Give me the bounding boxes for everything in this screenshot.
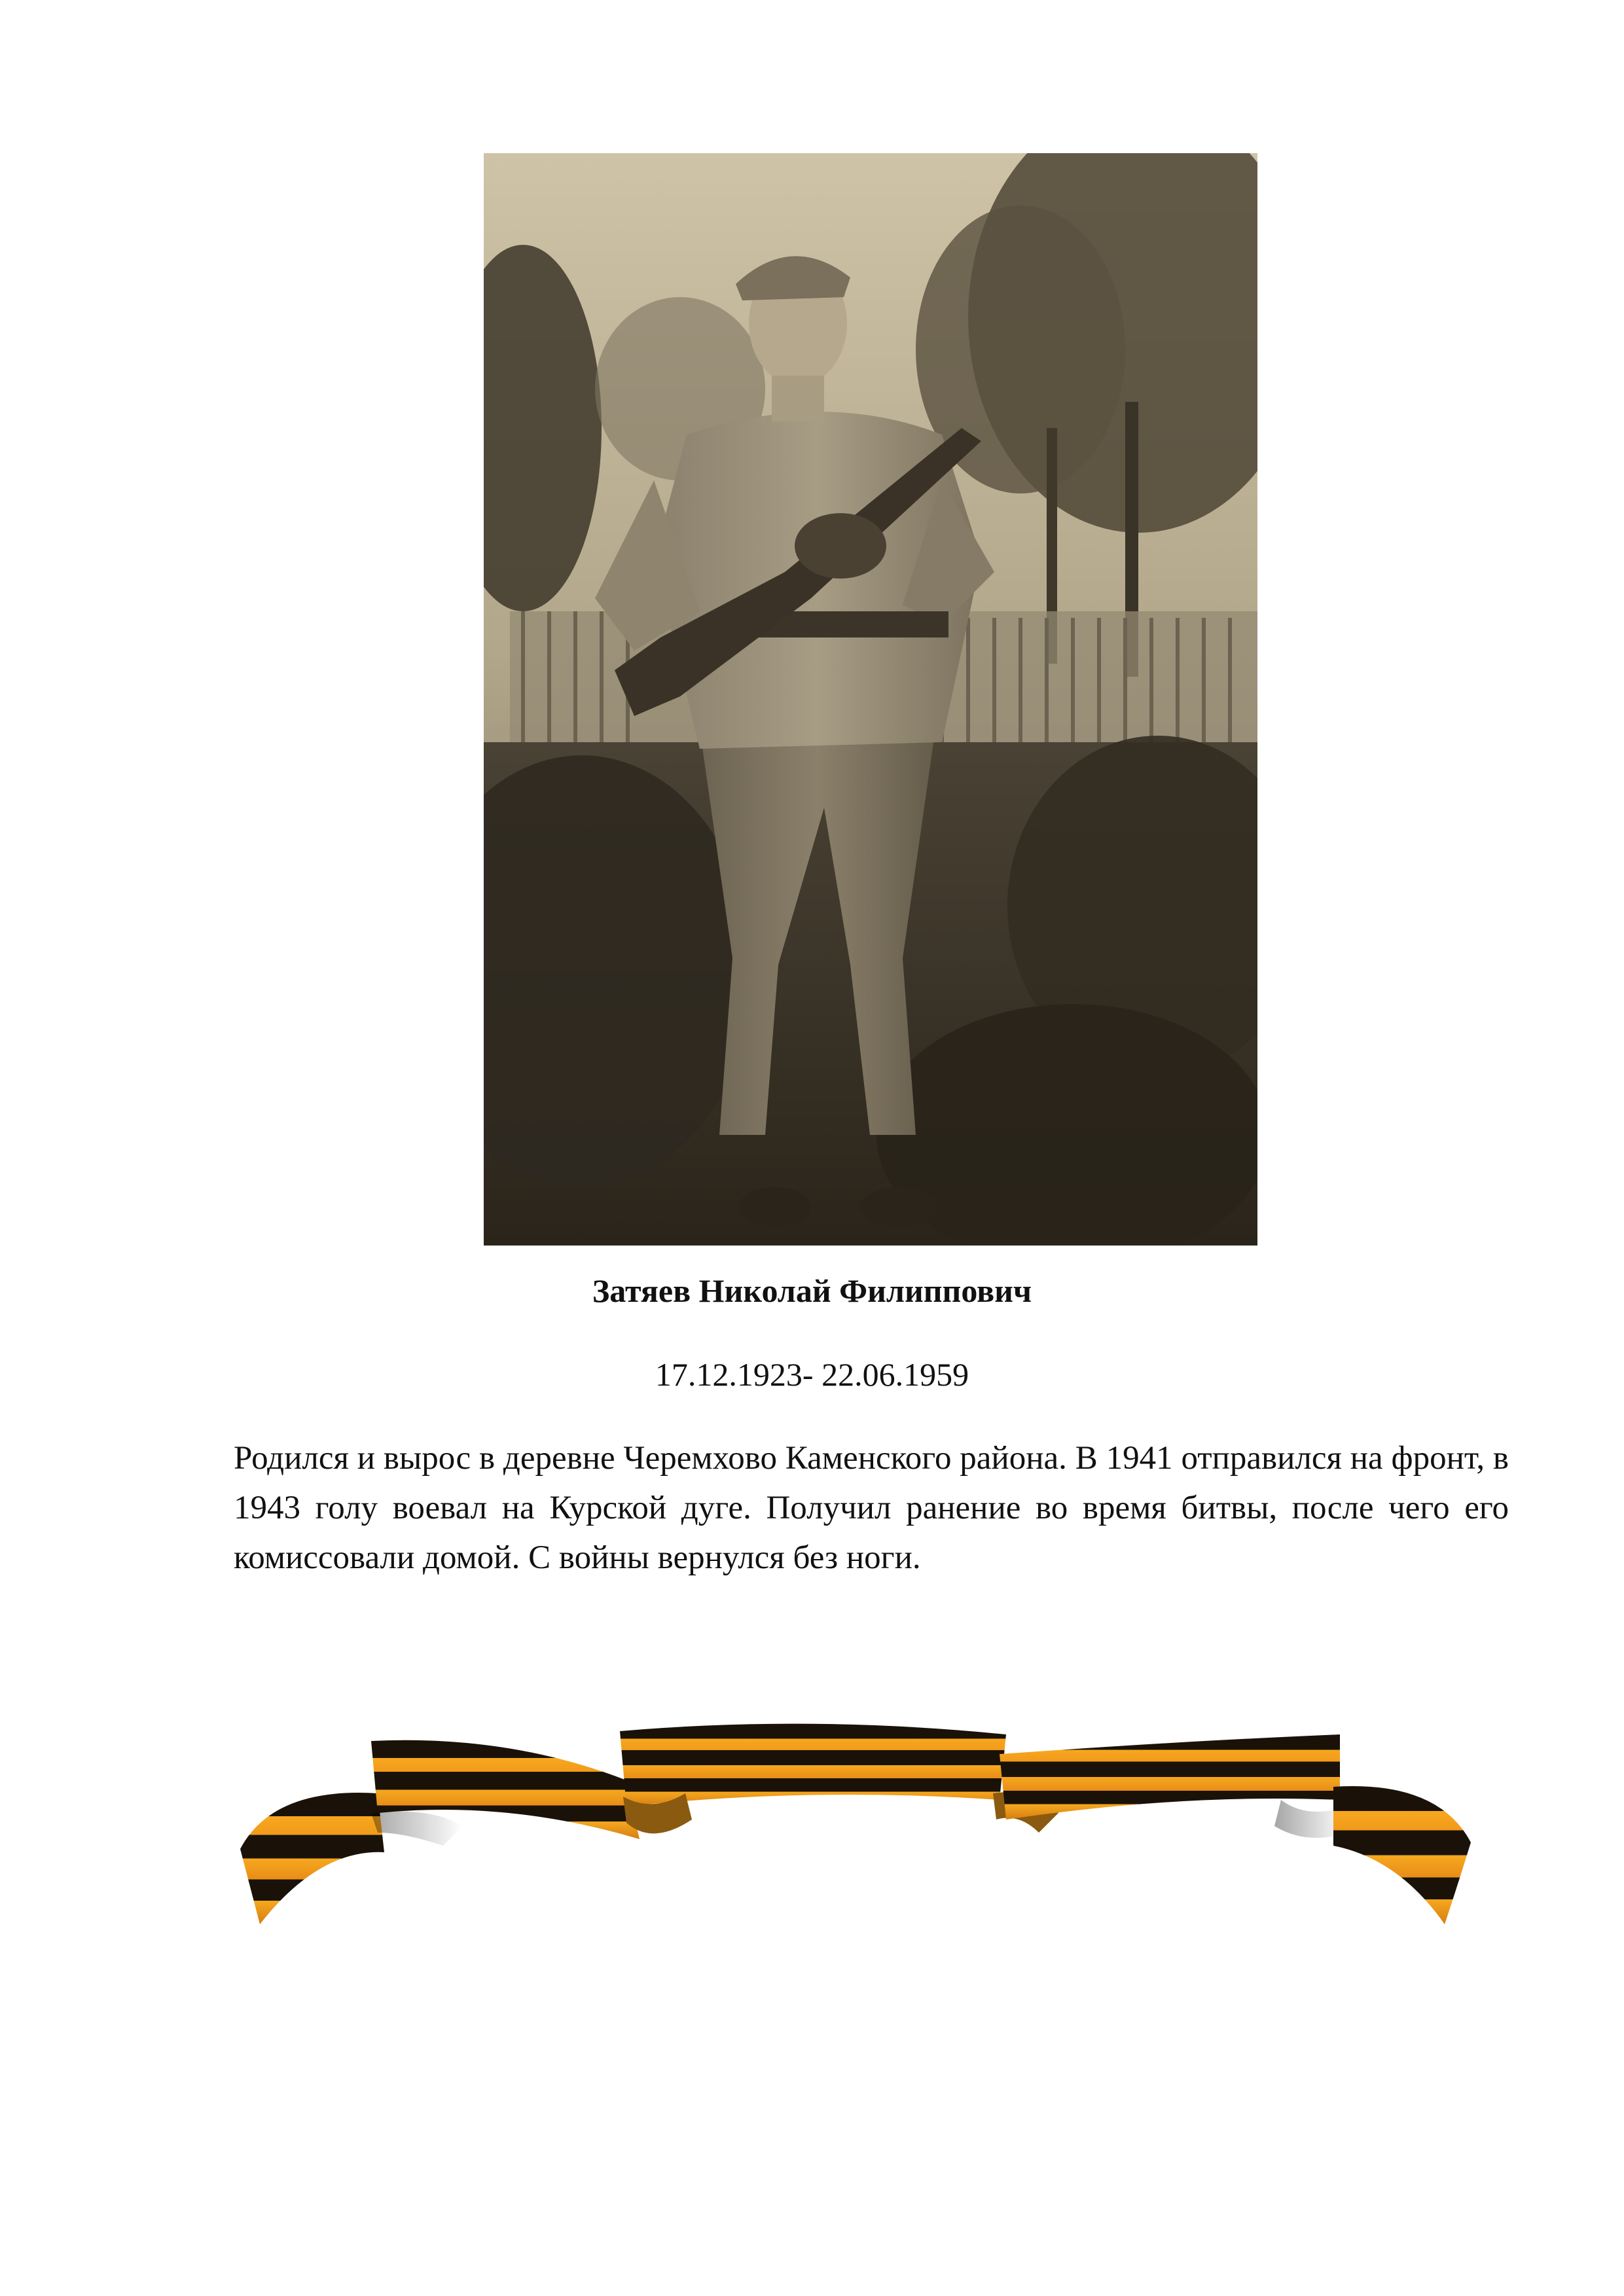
st-george-ribbon	[234, 1715, 1477, 1937]
sepia-soldier-photo	[484, 153, 1257, 1246]
biography-text: Родился и вырос в деревне Черемхово Каменского района. В 1941 отправился на фронт, в 1943 голу воевал на Курской дуге. Получил ранение во время битвы, после чего его комиссовали домой. С войны вернулся без ноги.	[234, 1440, 1509, 1576]
ribbon-image	[234, 1715, 1477, 1937]
person-name: Затяев Николай Филиппович	[592, 1272, 1032, 1309]
life-dates: 17.12.1923- 22.06.1959	[655, 1356, 969, 1393]
portrait-photo	[484, 153, 1257, 1246]
